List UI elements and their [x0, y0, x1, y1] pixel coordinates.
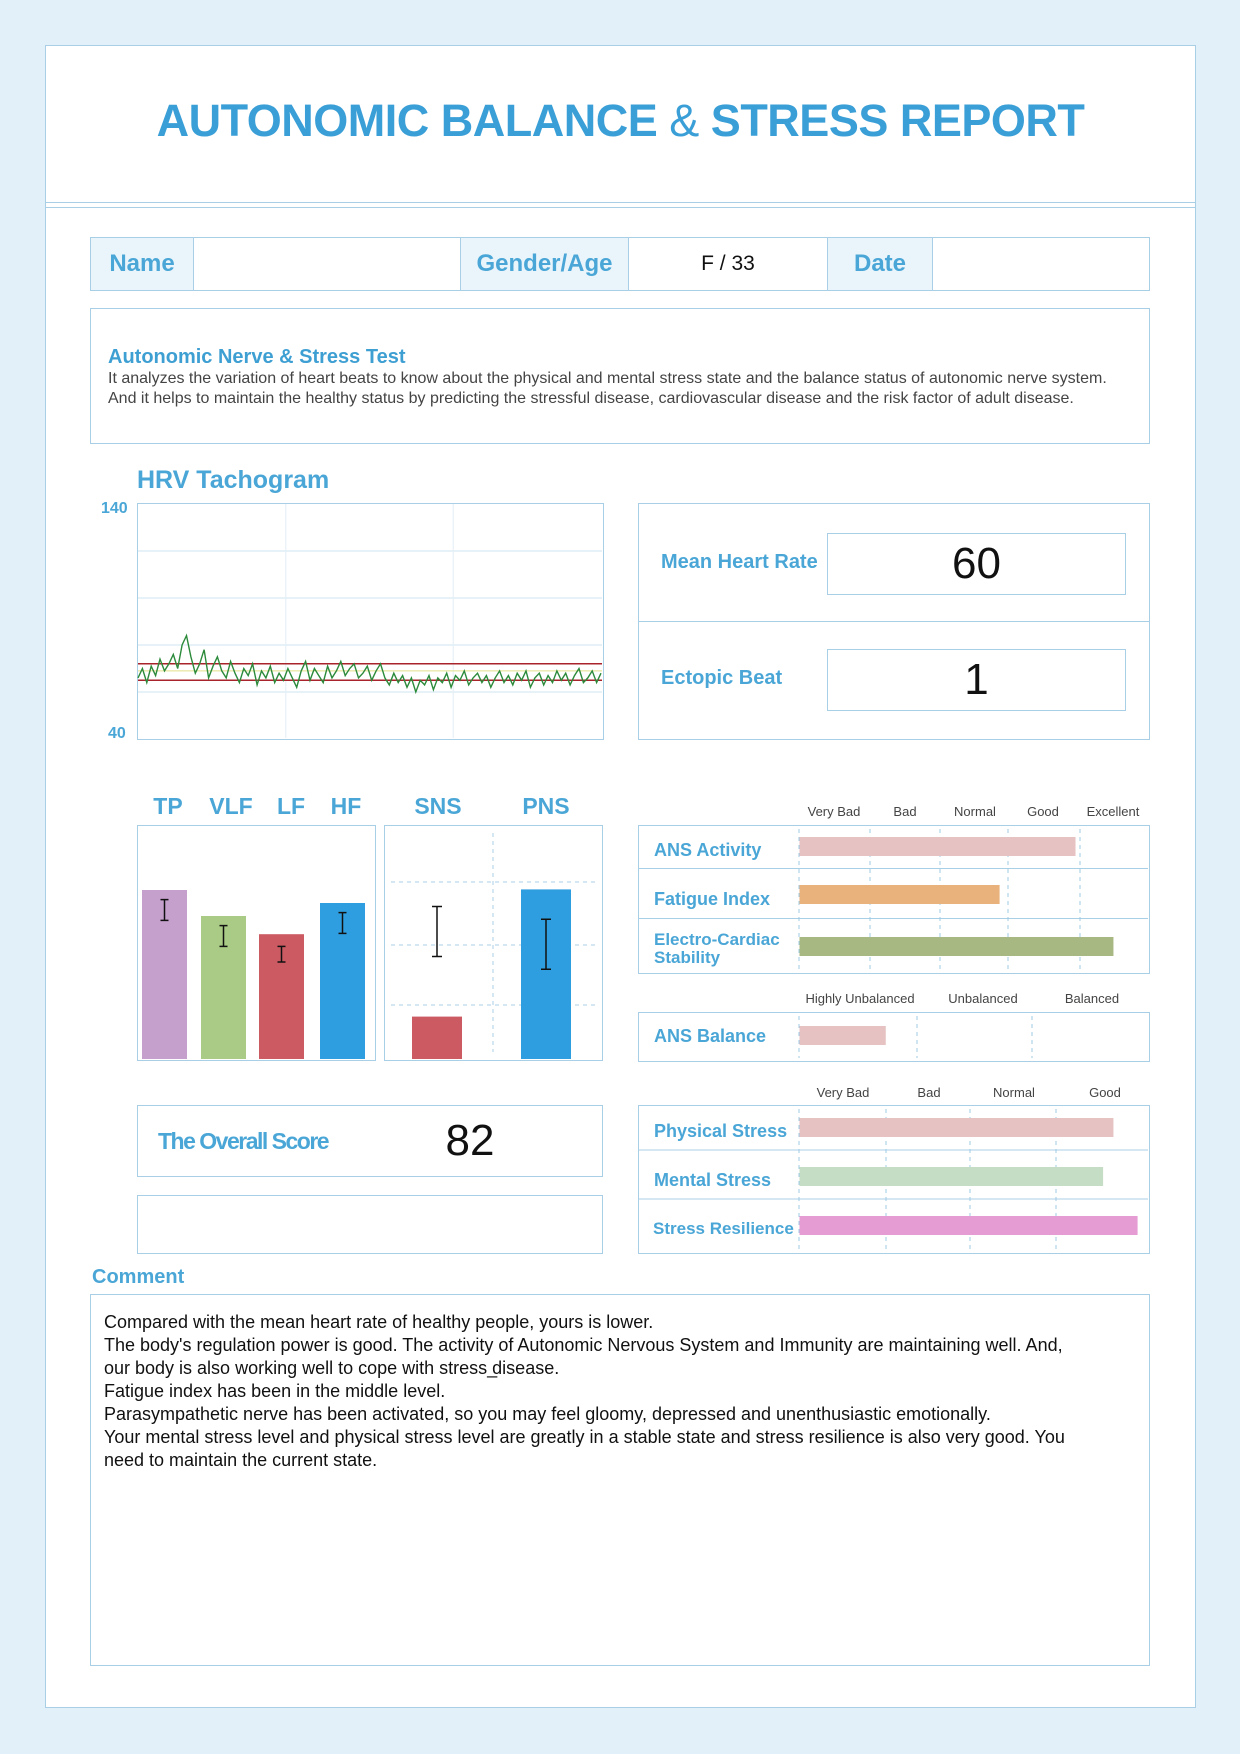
tachogram-frame [138, 504, 604, 740]
name-label: Name [91, 238, 194, 290]
scale-bad: Bad [893, 804, 917, 819]
report-title: AUTONOMIC BALANCE & STRESS REPORT [156, 95, 1085, 146]
bar-sns [412, 1017, 462, 1059]
intro-box [90, 308, 1150, 444]
scale-good: Good [1027, 804, 1059, 819]
comment-box [90, 1294, 1150, 1666]
lf-label: LF [276, 793, 306, 819]
electro-cardiac-line-1: Electro-Cardiac [654, 930, 780, 949]
tachogram-title: HRV Tachogram [137, 466, 330, 494]
stress-scale-bad: Bad [917, 1085, 941, 1100]
frequency-bar-chart [137, 825, 377, 1062]
mean-heart-rate-value: 60 [827, 533, 1126, 595]
scale-excellent: Excellent [1086, 804, 1140, 819]
bar-electro-cardiac-stability [800, 937, 1114, 956]
ectopic-beat-value: 1 [827, 649, 1126, 711]
tachogram-chart [137, 503, 604, 740]
scale-unbalanced: Unbalanced [948, 991, 1018, 1006]
gender-age-value: F / 33 [629, 238, 828, 290]
date-value [933, 238, 1149, 290]
fatigue-index-label: Fatigue Index [654, 889, 771, 909]
comment-title: Comment [92, 1266, 185, 1288]
overall-score-label: The Overall Score [158, 1128, 329, 1154]
hf-label: HF [330, 793, 362, 819]
empty-box [137, 1195, 603, 1254]
electro-cardiac-line-2: Stability [654, 948, 721, 967]
comment-line: our body is also working well to cope with stress ̲disease. [104, 1358, 560, 1378]
scale-highly-unbalanced: Highly Unbalanced [805, 991, 915, 1006]
mean-heart-rate-label: Mean Heart Rate [661, 551, 818, 573]
title-divider-2 [45, 207, 1196, 208]
comment-line: Fatigue index has been in the middle level. [104, 1381, 446, 1401]
tp-label: TP [153, 793, 183, 819]
stress-scale-normal: Normal [993, 1085, 1035, 1100]
gender-age-label: Gender/Age [461, 238, 629, 290]
comment-line: Your mental stress level and physical stress level are greatly in a stable state and stress resilience is also very good. You [104, 1427, 1065, 1447]
overall-score-value: 82 [445, 1116, 495, 1165]
vlf-label: VLF [209, 793, 253, 819]
balance-bar-chart [638, 1012, 1150, 1062]
comment-line: Parasympathetic nerve has been activated, so you may feel gloomy, depressed and unenthusiastic emotionally. [104, 1404, 991, 1424]
bar-ans-activity [800, 837, 1076, 856]
intro-title: Autonomic Nerve & Stress Test [108, 346, 406, 368]
scale-normal: Normal [954, 804, 996, 819]
comment-line: Compared with the mean heart rate of healthy people, yours is lower. [104, 1312, 654, 1332]
metrics-divider [639, 621, 1149, 622]
pns-label: PNS [522, 793, 570, 819]
stress-resilience-label: Stress Resilience [653, 1219, 794, 1238]
mental-stress-label: Mental Stress [654, 1170, 772, 1190]
title-divider [45, 202, 1196, 203]
date-label: Date [828, 238, 933, 290]
bar-physical-stress [800, 1118, 1114, 1137]
stress-bar-chart [638, 1105, 1150, 1254]
patient-info-row [90, 237, 1150, 291]
bar-pns [521, 889, 571, 1059]
bar-fatigue-index [800, 885, 1000, 904]
comment-line: need to maintain the current state. [104, 1450, 378, 1470]
tachogram-y-max: 140 [101, 500, 128, 517]
physical-stress-label: Physical Stress [654, 1121, 788, 1141]
scale-balanced: Balanced [1064, 991, 1120, 1006]
bar-ans-balance [800, 1026, 886, 1045]
comment-line: The body's regulation power is good. The activity of Autonomic Nervous System and Immunity are maintaining well. And, [104, 1335, 1063, 1355]
intro-line-1: It analyzes the variation of heart beats to know about the physical and mental stress state and the balance status of autonomic nerve system. [108, 370, 1107, 387]
ectopic-beat-label: Ectopic Beat [661, 667, 783, 689]
bar-mental-stress [800, 1167, 1104, 1186]
ans-bar-chart [384, 825, 604, 1062]
bar-stress-resilience [800, 1216, 1138, 1235]
name-value [194, 238, 461, 290]
activity-bar-chart [638, 825, 1150, 974]
stress-scale-good: Good [1089, 1085, 1121, 1100]
tachogram-y-min: 40 [108, 725, 126, 742]
intro-line-2: And it helps to maintain the healthy status by predicting the stressful disease, cardiovascular disease and the risk factor of adult disease. [108, 390, 1074, 407]
ans-balance-label: ANS Balance [654, 1026, 767, 1046]
sns-label: SNS [414, 793, 462, 819]
scale-very-bad: Very Bad [807, 804, 861, 819]
stress-scale-very-bad: Very Bad [816, 1085, 870, 1100]
ans-activity-label: ANS Activity [654, 840, 762, 860]
